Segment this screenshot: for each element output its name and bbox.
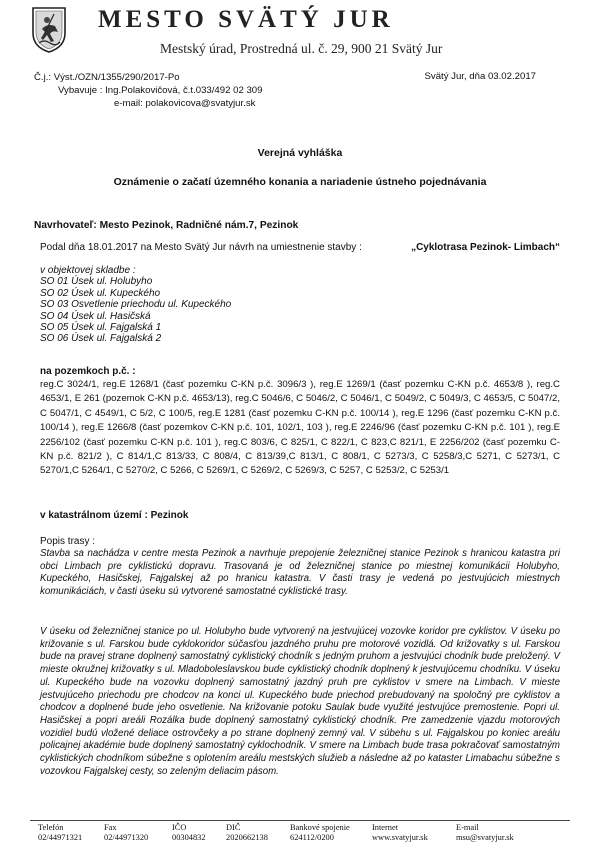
footer-label: Internet [372,823,399,832]
description-title: Popis trasy : [40,536,96,547]
footer-value: 624112/0200 [290,833,334,842]
submission-line [40,242,560,254]
list-item: SO 02 Úsek ul. Kupeckého [40,287,161,299]
footer-value: 02/44971321 [38,833,83,842]
parcels-title: na pozemkoch p.č. : [40,366,136,377]
footer-value: 00304832 [172,833,206,842]
footer-label: Telefón [38,823,64,832]
footer-phone [38,823,82,843]
subject-heading: Oznámenie o začatí územného konania a nariadenie ústneho pojednávania [113,176,487,188]
town-crest-icon [30,5,68,53]
footer-value: 02/44971320 [104,833,149,842]
footer-email [456,823,514,843]
list-item: SO 06 Úsek ul. Fajgalská 2 [40,333,162,345]
description-paragraph: Stavba sa nachádza v centre mesta Pezinok a navrhuje prepojenie železničnej stanice Pezinok s hranicou katastra pri obci Limbach pre cyklistickú dopravu. Trasovaná je od železničnej stanice po miestnej komunikácii Holubyho, Kupeckého, Hasičskej, Fajgalskej až po hranicu katastra. V časti trasy je vedená po jestvujúcich miestnych komunikáciách, v časti úseku sú vytvorené samostatné cyklistické trasy. [40,548,560,597]
footer-label: DIČ [226,823,241,832]
footer-label: IČO [172,823,187,832]
reference-block [34,71,262,110]
page-title: MESTO SVÄTÝ JUR [98,6,394,33]
list-item: SO 03 Osvetlenie priechodu ul. Kupeckého [40,299,232,311]
proposer: Navrhovateľ: Mesto Pezinok, Radničné nám.7, Pezinok [34,220,299,231]
footer-value: www.svatyjur.sk [372,833,428,842]
cadastre: v katastrálnom území : Pezinok [40,510,189,521]
list-item: SO 01 Úsek ul. Holubyho [40,276,153,288]
list-item: SO 04 Úsek ul. Hasičská [40,310,151,322]
handler-info: Vybavuje : Ing.Polakovičová, č.t.033/492 02 309 [58,85,263,96]
footer-dic [226,823,268,843]
objects-list [40,265,231,345]
footer-web [372,823,428,843]
office-address: Mestský úrad, Prostredná ul. č. 29, 900 21 Svätý Jur [160,41,443,56]
footer-value: 2020662138 [226,833,268,842]
parcels-list: reg.C 3024/1, reg.E 1268/1 (časť pozemku C-KN p.č. 3096/3 ), reg.E 1269/1 (časť pozemku C-KN p.č. 4653/8 ), reg.C 4653/1, E 261 (pozemok C-KN p.č. 4653/13), reg.C 5046/6, C 5046/2, C 5046/1, C 5049/2, C 5049/3, C 4653/5, C 5047/2, C 5047/1, C 4549/1, C 5/2, C 100/5, reg.E 1281 (časť pozemku C-KN p.č. 100/14 ), reg.E 1296 (časť pozemku C-KN p.č. 100/14 ), reg.E 1266/8 (časť pozemkov C-KN p.č. 101, 102/1, 103 ), reg.E 2246/96 (časť pozemku C-KN p.č. 101 ), reg.E 2256/102 (časť pozemku C-KN p.č. 101 ), reg.C 803/6, C 825/1, C 822/1, C 823,C 821/1, E 2256/202 (časť pozemku C-KN p.č. 821/2 ), C 814/1,C 813/33, C 808/4, C 813/39,C 813/1, C 808/1, C 5273/3, C 5258/3,C 5271, C 5273/1, C 5270/1,C 5264/1, C 5270/2, C 5266, C 5269/1, C 5269/2, C 5269/3, C 5257, C 5253/2, C 5253/1 [40,379,560,477]
description-paragraph: V úseku od železničnej stanice po ul. Holubyho bude vytvorený na jestvujúcej vozovke koridor pre cyklistov. V úseku po križovanie s ul. Farskou bude cyklokoridor súčasťou jazdného pruhu pre motorové vozidlá. Od križovatky s ul. Farskou bude na pravej strane doplnený samostatný cyklistický chodník s jedným pruhom a jestvujúci chodník bude preložený. V mieste okružnej križovatky s ul. Mladoboleslavskou bude cyklistický chodník doplnený k jestvujúcemu chodníku. V úseku ul. Kupeckého bude na vozovku doplnený samostatný jazdný pruh pre cyklistov v smere na Limbach. V mieste jestvujúceho priechodu pre chodcov na konci ul. Kupeckého bude priechod prebudovaný na spoločný pre cyklistov a chodcov a doplnené bude jeho osvetlenie. Na križovanie potoku Saulak bude využité jestvujúce premostenie. Popri ul. Hasičskej a popri areáli Rozálka bude doplnený samostatný cyklistický chodník. Pre zamedzenie vjazdu motorových vozidiel budú vložené deliace ostrovčeky a po strane doplnený zemný val. V súbehu s ul. Fajgalskou po koniec areálu policajnej akadémie bude doplnený samostatný cyklochodník. V smere na Limbach bude trasa pokračovať samostatným cyklistických chodníkom súbežne s oplotením areálu mestských služieb a následne až po kataster Limabachu súbežne s vozovkou Fajgalskej cesty, so zeleným deliacim pásom. [40,626,560,777]
footer-fax [104,823,148,843]
submission-text: Podal dňa 18.01.2017 na Mesto Svätý Jur návrh na umiestnenie stavby : [40,242,362,253]
footer-label: E-mail [456,823,479,832]
footer-label: Fax [104,823,117,832]
footer-label: Bankové spojenie [290,823,350,832]
document-date: Svätý Jur, dňa 03.02.2017 [424,71,536,82]
reference-number: Č.j.: Výst./OZN/1355/290/2017-Po [34,72,180,83]
objects-intro: v objektovej skladbe : [40,265,136,276]
list-item: SO 05 Úsek ul. Fajgalská 1 [40,322,162,334]
project-name: „Cyklotrasa Pezinok- Limbach“ [411,242,560,253]
footer-bank [290,823,350,843]
handler-email: e-mail: polakovicova@svatyjur.sk [114,98,256,109]
footer-ico [172,823,206,843]
footer-value: msu@svatyjur.sk [456,833,514,842]
footer-divider [30,820,570,821]
notice-heading: Verejná vyhláška [257,147,343,159]
